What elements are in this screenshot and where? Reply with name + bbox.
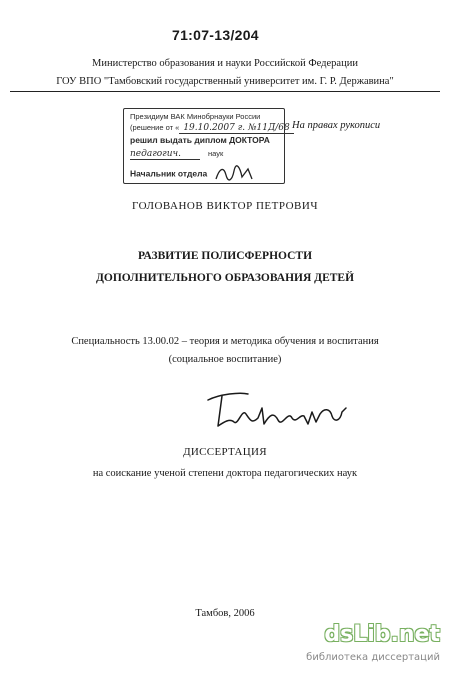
watermark-brand: dsLib.net	[324, 622, 440, 647]
stamp-signature-icon	[214, 165, 254, 183]
stamp-science	[130, 149, 223, 160]
stamp-science-tail: наук	[208, 149, 224, 158]
watermark	[306, 618, 448, 674]
stamp-science-value: педагогич.	[130, 149, 200, 160]
stamp-head-label: Начальник отдела	[130, 168, 208, 179]
stamp-decided: решил выдать диплом ДОКТОРА	[130, 135, 270, 145]
manuscript-rights: На правах рукописи	[292, 120, 381, 131]
university-name: ГОУ ВПО "Тамбовский государственный университет им. Г. Р. Державина"	[56, 76, 394, 87]
author-name: ГОЛОВАНОВ ВИКТОР ПЕТРОВИЧ	[132, 200, 318, 212]
author-signature-icon	[200, 378, 360, 436]
degree-statement: на соискание ученой степени доктора педагогических наук	[92, 468, 358, 479]
stamp-head	[130, 165, 254, 183]
ministry-name: Министерство образования и науки Российской Федерации	[92, 58, 358, 69]
specialty-subtitle: (социальное воспитание)	[168, 354, 282, 365]
stamp-title: Президиум ВАК Минобрнауки России	[130, 112, 261, 121]
stamp-decision-prefix: (решение от «	[130, 123, 180, 132]
stamp-decision-value: 19.10.2007 г. №11Д/68	[179, 123, 293, 134]
specialty: Специальность 13.00.02 – теория и методика обучения и воспитания	[71, 336, 379, 347]
divider	[10, 91, 440, 92]
thesis-title-line-1: РАЗВИТИЕ ПОЛИСФЕРНОСТИ	[137, 250, 313, 262]
vak-stamp	[123, 108, 290, 184]
stamp-decision	[130, 123, 294, 133]
city-year: Тамбов, 2006	[195, 608, 255, 619]
document-type: ДИССЕРТАЦИЯ	[183, 446, 267, 458]
document-code: 71:07-13/204	[172, 27, 259, 43]
watermark-subtitle: библиотека диссертаций	[306, 652, 440, 663]
thesis-title-line-2: ДОПОЛНИТЕЛЬНОГО ОБРАЗОВАНИЯ ДЕТЕЙ	[95, 272, 355, 284]
